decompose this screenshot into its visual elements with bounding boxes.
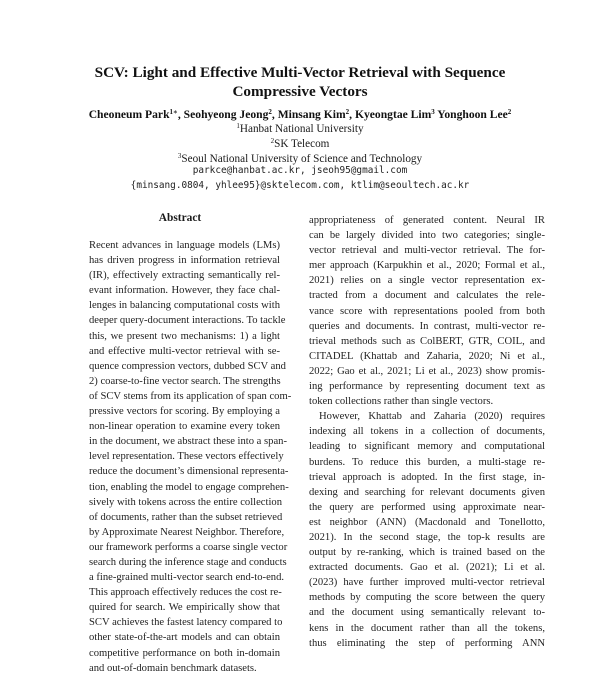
text-line: sively with tokens across the entire collection [89,496,282,508]
text-line: However, Khattab and Zaharia (2020) requires [319,411,545,423]
text-line: has driven progress in information retrieval [89,255,280,267]
text-line: lenges in balancing computational costs with [89,300,280,312]
text-line: tion, enabling the model to engage comprehen- [89,481,289,493]
text-line: reduce the document’s dimensional representa- [89,466,289,478]
abstract-heading: Abstract [158,212,202,224]
text-line: mer approach (Karpukhin et al., 2020; Formal et al., [309,260,545,272]
text-line: CITADEL (Khattab and Zaharia, 2020; Ni et al., [309,350,545,362]
text-line: in the document, we abstract these into a span- [89,436,287,448]
text-line: dexing and searching for relevant documents given [309,486,545,498]
text-line: kens in the document rather than all the tokens, [309,622,545,634]
text-line: 2021) relies on a single vector representation ex- [309,275,545,287]
affiliation-mark: 3 [177,152,182,160]
text-line: (IR), effectively extracting semantically rel- [89,270,280,282]
text-line: indexing all tokens in a collection of documents, [309,426,545,438]
author-affil-mark: 2 [345,108,350,116]
author-affil-mark: 2 [268,108,272,116]
author-name: Seohyeong Jeong [183,108,269,121]
text-line: This approach effectively reduces the cost re- [89,587,282,599]
text-line: evant information. However, they face chal- [89,285,280,297]
text-line: burdens. To reduce this burden, a multi-stage re- [309,456,545,468]
text-line: methods by computing the score between the query [309,592,545,604]
affiliation-name: Seoul National University of Science and Technology [181,153,423,165]
text-line: token collections rather than single vectors. [309,396,494,408]
text-line: quired for search. We empirically show that [89,602,280,614]
text-line: 2) coarse-to-fine vector search. The strengths [89,375,281,387]
text-line: non-linear operation to examine every token [89,421,280,433]
text-line: this, we present two mechanisms: 1) a light [89,330,280,342]
title-line-1: SCV: Light and Effective Multi-Vector Retrieval with Sequence [94,64,506,81]
text-line: (2023) have further improved multi-vector retrieval [309,577,545,589]
author-name: Yonghoon Lee [437,108,508,121]
text-line: search during the inference stage and conducts [89,556,287,568]
abstract-body [89,238,292,676]
text-line: other state-of-the-art models and can obtain [89,632,280,644]
author-affil-mark: 1∗ [169,108,178,116]
text-line: of documents, rather than the subset retrieved [89,511,283,523]
text-line: level representation. These vectors effectively [89,451,284,463]
introduction-body [309,213,545,651]
text-line: appropriateness of generated content. Neural IR [309,215,545,226]
text-line: thus eliminating the step of performing ANN [309,637,545,649]
text-line: our framework performs a coarse single vector [89,541,288,553]
affiliation-name: Hanbat National University [239,123,364,135]
email-line-1: parkce@hanbat.ac.kr, jseoh95@gmail.com [192,165,408,176]
text-line: a fine-grained multi-vector search end-to-end. [89,572,285,584]
text-line: can be largely divided into two categories; single- [309,230,545,242]
paper-title [60,63,540,101]
author-name: Kyeongtae Lim [354,108,432,121]
text-line: trieval methods such as ColBERT, GTR, COIL, and [309,335,545,347]
text-line: tracted from a document and calculates the rele- [309,290,545,302]
text-line: and the document using semantically relevant to- [309,607,545,619]
title-line-2: Compressive Vectors [232,83,368,100]
text-line: 2022; Gao et al., 2021; Li et al., 2023) show promis- [309,365,545,377]
text-line: 2021). In the second stage, the top-k results are [309,531,545,543]
text-line: Recent advances in language models (LMs) [89,240,280,251]
author-affil-mark: 2 [507,108,512,116]
text-line: deeper query-document interactions. To tackle [89,315,286,327]
affiliation-name: SK Telecom [274,138,330,150]
text-line: est neighbor (ANN) (Macdonald and Tonellotto, [309,516,545,528]
text-line: vance score with representations pooled from both [309,305,545,317]
text-line: pressive vectors for scoring. By employing a [89,406,280,418]
text-line: the query are performed using approximate near- [309,501,545,513]
text-line: ing performance by representing document text as [309,381,545,393]
text-line: leading to significant memory and computational [309,441,545,453]
text-line: vector retrieval and multi-vector retrieval. The for- [309,245,545,257]
text-line: by Approximate Nearest Neighbor. Therefore, [89,526,285,538]
text-line: and effective multi-vector retrieval with se- [89,345,280,357]
affiliation-mark: 2 [270,137,275,145]
text-line: and out-of-domain benchmark datasets. [89,662,257,674]
author-list: Cheoneum Park$^{1∗}$, Seohyeong Jeong$^2$, Minsang Kim$^2$, Kyeongtae Lim$^3$ Yonghoon Lee$^2$ [88,108,512,121]
author-name: Minsang Kim [277,108,346,121]
text-line: queries and documents. In contrast, multi-vector re- [309,320,545,332]
email-line-2: {minsang.0804, yhlee95}@sktelecom.com, ktlim@seoultech.ac.kr [130,180,470,191]
affiliation-mark: 1 [236,122,240,130]
text-line: output by re-ranking, which is trained based on the [309,547,545,559]
author-name: Cheoneum Park [88,108,170,121]
text-line: quence compression vectors, dubbed SCV and [89,360,286,372]
author-affil-mark: 3 [431,108,435,116]
text-line: of SCV stems from its application of span com- [89,390,292,402]
text-line: competitive performance on both in-domain [89,647,280,659]
text-line: extracted documents. Gao et al. (2021); Li et al. [309,562,545,574]
text-line: trieval approach is adopted. In the first stage, in- [309,471,545,483]
text-line: SCV achieves the fastest latency compared to [89,617,283,629]
